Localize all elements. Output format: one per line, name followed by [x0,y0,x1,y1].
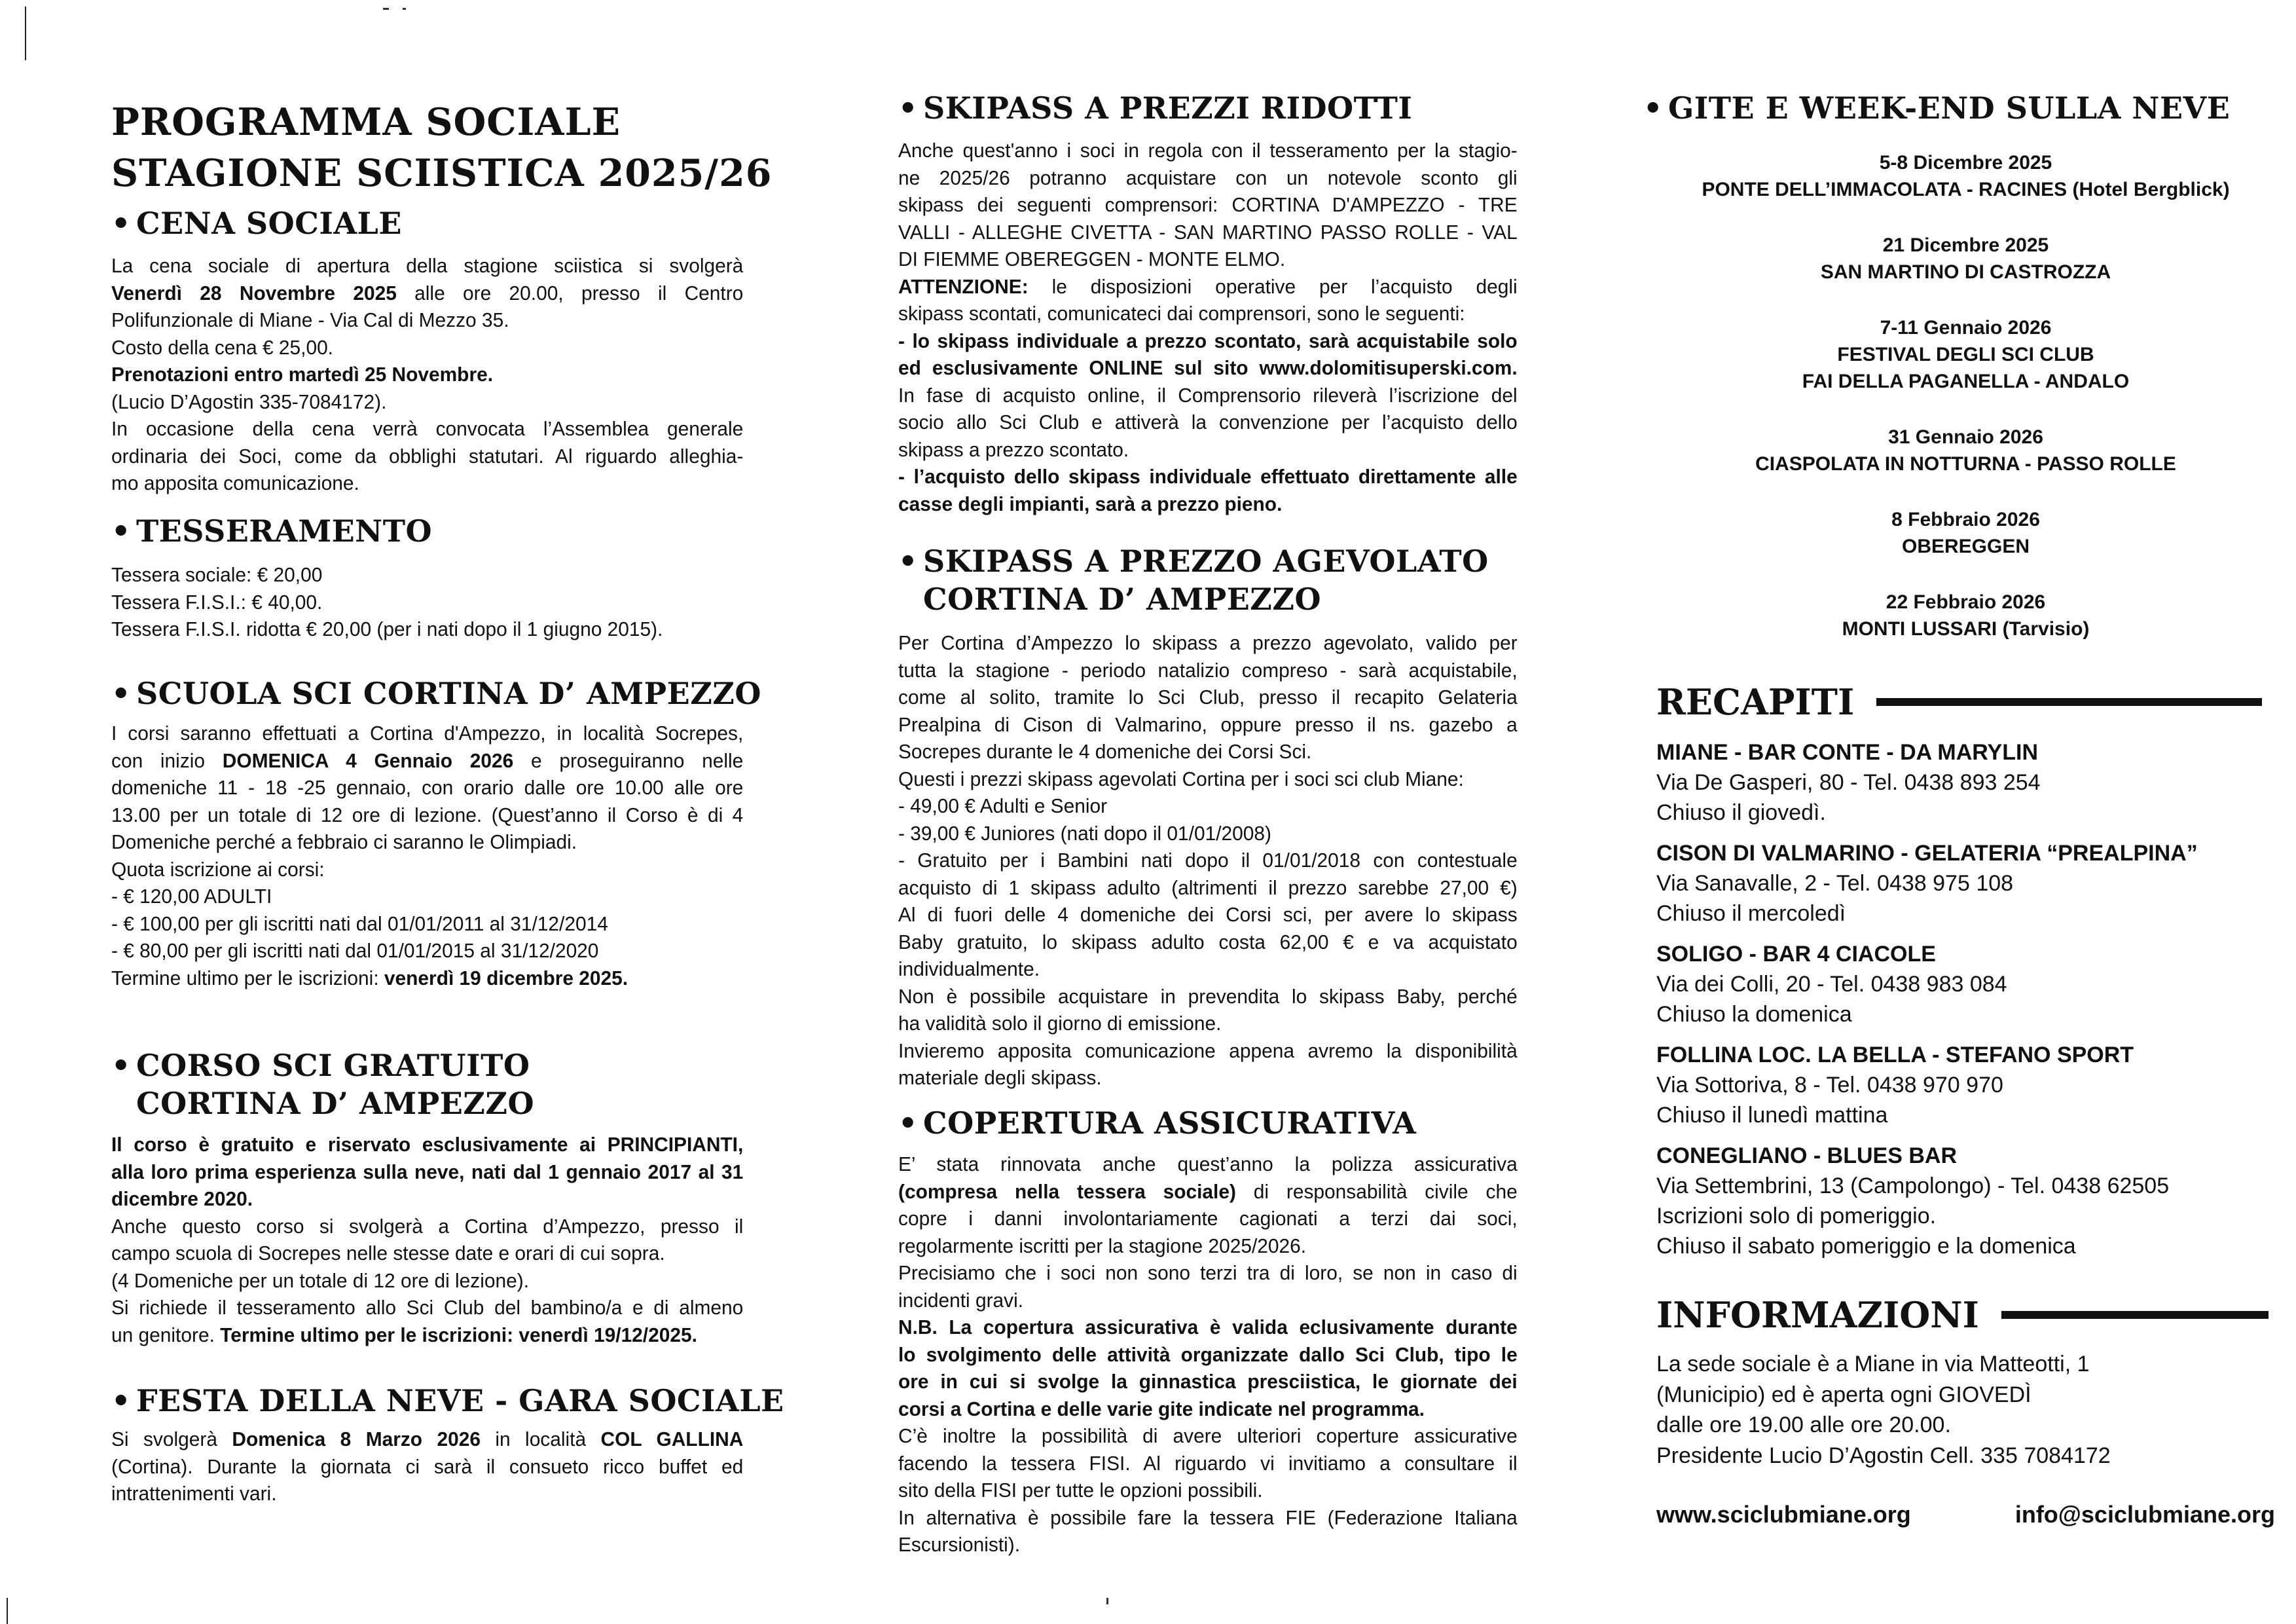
bullet-icon: • [111,513,131,549]
contact-note: Chiuso il giovedì. [1656,800,1826,825]
section-gite [1643,89,2275,671]
trip-date: 21 Dicembre 2025 [1882,234,2049,256]
contact-address: Via Sanavalle, 2 - Tel. 0438 975 108 [1656,871,2014,896]
contact-name: FOLLINA LOC. LA BELLA - STEFANO SPORT [1656,1043,2134,1067]
section-body: La cena sociale di apertura della stagione sciistica si svolgerà Venerdì 28 Novembre 2025 alle ore 20.00, presso il Centro Polifunzionale di Miane - Via Cal di Mezzo 35. Costo della cena € 25,00. Prenotazioni entro martedì 25 Novembre. (Lucio D’Agostin 335-7084172). In occasione della cena verrà convocata l’Assemblea generale ordinaria dei Soci, come da obblighi statutari. Al riguardo alleghia- mo apposita comunicazione. [111,255,744,494]
scan-speck [403,8,406,10]
contact-note: Chiuso il sabato pomeriggio e la domenica [1656,1234,2076,1259]
contact-note: Chiuso il lunedì mattina [1656,1103,1888,1128]
section-informazioni [1656,1294,2275,1528]
section-heading: • SKIPASS A PREZZO AGEVOLATO CORTINA D’ AMPEZZO [898,544,1489,617]
section-cena-sociale [111,204,756,498]
section-skipass-agevolato [898,542,1530,1092]
trip-destination: FAI DELLA PAGANELLA - ANDALO [1802,371,2130,392]
trip-destination: MONTI LUSSARI (Tarvisio) [1842,618,2090,640]
trip-destination: OBEREGGEN [1901,536,2030,557]
section-tesseramento [111,512,756,644]
section-heading: • COPERTURA ASSICURATIVA [898,1105,1417,1141]
trip-date: 7-11 Gennaio 2026 [1880,317,2052,339]
section-heading: • CENA SOCIALE [111,206,402,241]
contact-list [1656,737,2275,1261]
section-body: I corsi saranno effettuati a Cortina d'Ampezzo, in località Socrepes, con inizio DOMENICA 4 Gennaio 2026 e proseguiranno nelle domeniche 11 - 18 -25 gennaio, con orario dalle ore 10.00 alle ore 13.00 per un totale di 12 ore di lezione. (Quest’anno il Corso è di 4 Domeniche perché a febbraio ci saranno le Olimpiadi. Quota iscrizione ai corsi: - € 120,00 ADULTI - € 100,00 per gli iscritti nati dal 01/01/2011 al 31/12/2014 - € 80,00 per gli iscritti nati dal 01/01/2015 al 31/12/2020 Termine ultimo per le iscrizioni: venerdì 19 dicembre 2025. [111,722,744,989]
contact-item [1656,838,2275,929]
scan-edge-line [25,7,26,60]
section-recapiti [1656,681,2275,1272]
page-title [111,97,772,199]
section-heading: • GITE E WEEK-END SULLA NEVE [1643,90,2231,126]
trip-item [1656,424,2275,477]
section-body: Anche quest'anno i soci in regola con il tesseramento per la stagio- ne 2025/26 potranno acquistare con un notevole sconto gli skipass dei seguenti comprensori: CORTINA D'AMPEZZO - TRE VALLI - ALLEGHE CIVETTA - SAN MARTINO PASSO ROLLE - VAL DI FIEMME OBEREGGEN - MONTE ELMO. ATTENZIONE: le disposizioni operative per l’acquisto degli skipass scontati, comunicateci dai comprensori, sono le seguenti: - lo skipass individuale a prezzo scontato, sarà acquistabile solo ed esclusivamente ONLINE sul sito www.dolomitisuperski.com. In fase di acquisto online, il Comprensorio rileverà l’iscrizione del socio allo Sci Club e attiverà la convenzione per l’acquisto dello skipass a prezzo scontato. - l’acquisto dello skipass individuale effettuato direttamente alle casse degli impianti, sarà a prezzo pieno. [898,139,1518,515]
bullet-icon: • [898,90,918,126]
contact-note: Chiuso il mercoledì [1656,901,1846,926]
trip-item [1656,589,2275,642]
title-line-2: STAGIONE SCIISTICA 2025/26 [111,151,773,195]
section-heading: INFORMAZIONI [1656,1294,2275,1336]
trip-date: 5-8 Dicembre 2025 [1879,152,2052,174]
section-body: Tessera sociale: € 20,00 Tessera F.I.S.I.: € 40,00. Tessera F.I.S.I. ridotta € 20,00 (per i nati dopo il 1 giugno 2015). [111,564,663,640]
trip-list [1656,149,2275,642]
section-body: Si svolgerà Domenica 8 Marzo 2026 in località COL GALLINA (Cortina). Durante la giornata ci sarà il consueto ricco buffet ed intrattenimenti vari. [111,1428,744,1505]
fee-item: - € 100,00 per gli iscritti nati dal 01/01/2011 al 31/12/2014 [111,912,608,935]
contact-item [1656,939,2275,1029]
info-body: La sede sociale è a Miane in via Matteotti, 1 (Municipio) ed è aperta ogni GIOVEDÌ dalle ore 19.00 alle ore 20.00. Presidente Lucio D’Agostin Cell. 335 7084172 [1656,1352,2111,1468]
trip-destination: PONTE DELL’IMMACOLATA - RACINES (Hotel Bergblick) [1702,179,2230,200]
trip-destination: FESTIVAL DEGLI SCI CLUB [1837,344,2094,365]
contact-name: MIANE - BAR CONTE - DA MARYLIN [1656,740,2038,765]
section-scuola-sci [111,674,761,992]
contact-address: Via Sottoriva, 8 - Tel. 0438 970 970 [1656,1073,2003,1098]
trip-date: 22 Febbraio 2026 [1886,591,2046,613]
bullet-icon: • [111,206,131,241]
bullet-icon: • [111,676,131,711]
section-festa-neve [111,1382,784,1508]
website-link[interactable]: www.sciclubmiane.org [1656,1501,1911,1528]
bullet-icon: • [898,544,918,579]
contact-name: CONEGLIANO - BLUES BAR [1656,1143,1957,1168]
price-item: - 49,00 € Adulti e Senior [898,795,1108,817]
contact-item [1656,1141,2275,1261]
section-body: Per Cortina d’Ampezzo lo skipass a prezzo agevolato, valido per tutta la stagione - periodo natalizio compreso - sarà acquistabile, come al solito, tramite lo Sci Club, presso il recapito Gelateria Prealpina di Cison di Valmarino, oppure presso il ns. gazebo a Socrepes durante le 4 domeniche dei Corsi Sci. Questi i prezzi skipass agevolati Cortina per i soci sci club Miane: - 49,00 € Adulti e Senior - 39,00 € Juniores (nati dopo il 01/01/2008) - Gratuito per i Bambini nati dopo il 01/01/2018 con contestuale acquisto di 1 skipass adulto (altrimenti il prezzo sarebbe 27,00 €) Al di fuori delle 4 domeniche dei Corsi sci, per avere lo skipass Baby gratuito, lo skipass adulto costa 62,00 € e va acquistato individualmente. Non è possibile acquistare in prevendita lo skipass Baby, perché ha validità solo il giorno di emissione. Invieremo apposita comunicazione appena avremo la disponibilità materiale degli skipass. [898,632,1518,1089]
fee-item: - € 80,00 per gli iscritti nati dal 01/01/2015 al 31/12/2020 [111,940,599,962]
section-heading: • SKIPASS A PREZZI RIDOTTI [898,90,1413,126]
scan-edge-line [7,1598,8,1624]
contact-item [1656,1040,2275,1130]
price-item: - 39,00 € Juniores (nati dopo il 01/01/2008) [898,822,1271,845]
trip-date: 31 Gennaio 2026 [1888,426,2043,448]
contact-item [1656,737,2275,828]
bullet-icon: • [1643,90,1663,126]
trip-item [1656,149,2275,203]
heading-rule [2001,1311,2269,1319]
fee-item: - € 120,00 ADULTI [111,885,272,908]
bullet-icon: • [111,1383,131,1418]
section-heading: RECAPITI [1656,681,2275,723]
section-body: E’ stata rinnovata anche quest’anno la polizza assicurativa (compresa nella tessera sociale) di responsabilità civile che copre i danni involontariamente cagionati a terzi dai soci, regolarmente iscritti per la stagione 2025/2026. Precisiamo che i soci non sono terzi tra di loro, se non in caso di incidenti gravi. N.B. La copertura assicurativa è valida eclusivamente durante lo svolgimento delle attività organizzate dallo Sci Club, tipo le ore in cui si svolge la ginnastica presciistica, le giornate dei corsi a Cortina e delle varie gite indicate nel programma. C’è inoltre la possibilità di avere ulteriori coperture assicurative facendo la tessera FISI. Al riguardo vi invitiamo a consultare il sito della FISI per tutte le opzioni possibili. In alternativa è possibile fare la tessera FIE (Federazione Italiana Escursionisti). [898,1153,1518,1556]
contact-address: Via dei Colli, 20 - Tel. 0438 983 084 [1656,972,2007,997]
section-heading: • CORSO SCI GRATUITO CORTINA D’ AMPEZZO [111,1048,535,1121]
email-link[interactable]: info@sciclubmiane.org [2014,1501,2275,1528]
trip-item [1656,232,2275,286]
section-heading: • FESTA DELLA NEVE - GARA SOCIALE [111,1383,784,1418]
title-line-1: PROGRAMMA SOCIALE [111,100,621,144]
trip-destination: SAN MARTINO DI CASTROZZA [1820,261,2111,283]
contact-note: Iscrizioni solo di pomeriggio. [1656,1204,1937,1228]
contact-address: Via Settembrini, 13 (Campolongo) - Tel. 0438 62505 [1656,1173,2170,1198]
bullet-icon: • [111,1048,131,1083]
contact-name: CISON DI VALMARINO - GELATERIA “PREALPINA” [1656,841,2198,866]
section-skipass-ridotti [898,89,1530,518]
trip-item [1656,314,2275,395]
contact-address: Via De Gasperi, 80 - Tel. 0438 893 254 [1656,770,2041,795]
contact-note: Chiuso la domenica [1656,1002,1852,1027]
section-heading: • TESSERAMENTO [111,513,433,549]
section-corso-gratuito [111,1046,756,1349]
section-body: Il corso è gratuito e riservato esclusivamente ai PRINCIPIANTI, alla loro prima esperienza sulla neve, nati dal 1 gennaio 2017 al 31 dicembre 2020. Anche questo corso si svolgerà a Cortina d’Ampezzo, presso il campo scuola di Socrepes nelle stesse date e orari di cui sopra. (4 Domeniche per un totale di 12 ore di lezione). Si richiede il tesseramento allo Sci Club del bambino/a e di almeno un genitore. Termine ultimo per le iscrizioni: venerdì 19/12/2025. [111,1134,744,1346]
section-copertura-assicurativa [898,1104,1530,1559]
contact-links [1656,1501,2275,1528]
section-heading: • SCUOLA SCI CORTINA D’ AMPEZZO [111,676,761,711]
trip-destination: CIASPOLATA IN NOTTURNA - PASSO ROLLE [1755,453,2176,475]
heading-rule [1876,698,2262,706]
trip-date: 8 Febbraio 2026 [1891,509,2040,530]
scan-speck [383,8,389,10]
contact-name: SOLIGO - BAR 4 CIACOLE [1656,942,1936,967]
scan-speck [1106,1598,1108,1604]
trip-item [1656,506,2275,560]
bullet-icon: • [898,1105,918,1141]
